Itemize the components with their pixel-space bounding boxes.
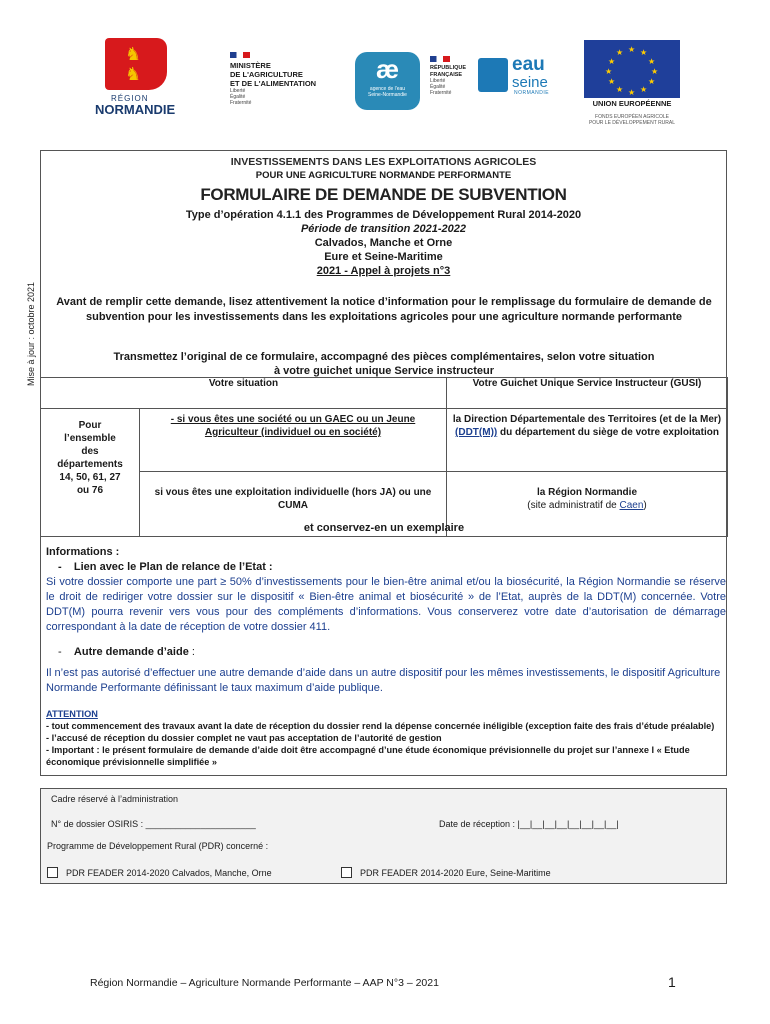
republique-francaise-logo: RÉPUBLIQUE FRANÇAISE Liberté Égalité Fraternité: [430, 56, 475, 106]
osiris-field[interactable]: N° de dossier OSIRIS : ______________________: [51, 819, 256, 829]
admin-title: Cadre réservé à l’administration: [51, 794, 179, 804]
footer-text: Région Normandie – Agriculture Normande Performante – AAP N°3 – 2021: [90, 977, 439, 989]
transmit-text: Transmettez l’original de ce formulaire, accompagné des pièces complémentaires, selon votre situation à votre guichet unique Service instructeur: [113, 351, 655, 377]
header-guichet: Votre Guichet Unique Service Instructeur (GUSI): [447, 378, 728, 409]
page-number: 1: [668, 974, 676, 990]
guichet-ddtm: la Direction Départementale des Territoires (et de la Mer) (DDT(M)) du département du siège de votre exploitation: [447, 409, 728, 472]
call-number: 2021 - Appel à projets n°3: [316, 265, 451, 277]
bullet-autre-aide: - Autre demande d’aide :: [58, 646, 195, 658]
pdr-option-calvados[interactable]: PDR FEADER 2014-2020 Calvados, Manche, Orne: [47, 867, 272, 878]
eu-flag-icon: ★ ★ ★ ★ ★ ★ ★ ★ ★ ★ ★ ★: [584, 40, 680, 98]
guichet-table: [40, 377, 728, 537]
form-title: FORMULAIRE DE DEMANDE DE SUBVENTION: [200, 185, 567, 204]
ministry-agriculture-logo: MINISTÈRE DE L'AGRICULTURE ET DE L'ALIMENTATION Liberté Égalité Fraternité: [230, 52, 345, 112]
title-line1: INVESTISSEMENTS DANS LES EXPLOITATIONS AGRICOLES: [230, 156, 537, 168]
informations-section: Informations : - Lien avec le Plan de relance de l’Etat : Si votre dossier comporte une part ≥ 50% d’investissements pour le bien-être animal et/ou la biosécurité, la Région Normandie se réserve le droit de rediriger votre dossier sur le dispositif « Bien-être animal et biosécurité » de l’Etat, auprès de la DDT(M) concernée. Votre DDT(M) pourra revenir vers vous pour des compléments d’informations. Vous conserverez votre date d’autorisation de démarrage correspondant à la date de réception de votre dossier 411. - Autre demande d’aide : Il n’est pas autorisé d’effectuer une autre demande d’aide dans un autre dispositif pour les mêmes investissements, le dispositif Agriculture Normande Performante définissant le taux maximum d’aide publique.: [46, 546, 726, 694]
update-note: Mise à jour : octobre 2021: [26, 281, 36, 386]
tricolor-icon: [430, 56, 450, 62]
guichet-region: la Région Normandie (site administratif de Caen): [447, 472, 728, 537]
plan-relance-text: Si votre dossier comporte une part ≥ 50% d’investissements pour le bien-être animal et/ou la biosécurité, la Région Normandie se réserve le droit de rediriger votre dossier sur le dispositif « Bien-être animal et biosécurité » de l’Etat, auprès de la DDT(M) concernée. Votre DDT(M) pourra revenir vers vous pour des compléments d’informations. Vous conserverez votre date d’autorisation de démarrage correspondant à la date de réception de votre dossier 411.: [46, 576, 726, 633]
wave-icon: [478, 58, 508, 92]
header-situation: Votre situation: [41, 378, 447, 409]
reception-date-field[interactable]: Date de réception : |__|__|__|__|__|__|__|__|: [439, 819, 619, 829]
region-normandie-logo: ♞ ♞ RÉGION NORMANDIE: [95, 38, 195, 118]
title-line2: POUR UNE AGRICULTURE NORMANDE PERFORMANTE: [255, 170, 512, 181]
checkbox-eure[interactable]: [341, 867, 352, 878]
bullet-plan-relance: - Lien avec le Plan de relance de l’Etat :: [58, 561, 273, 573]
title-details: Type d’opération 4.1.1 des Programmes de Développement Rural 2014-2020 Période de transition 2021-2022 Calvados, Manche et Orne Eure et Seine-Maritime 2021 - Appel à projets n°3: [40, 208, 727, 278]
pdr-option-eure[interactable]: PDR FEADER 2014-2020 Eure, Seine-Maritime: [341, 867, 551, 878]
situation-societe: - si vous êtes une société ou un GAEC ou un Jeune Agriculteur (individuel ou en société): [140, 409, 447, 472]
ddtm-link[interactable]: (DDT(M)): [455, 427, 498, 438]
eu-sublabel: FONDS EUROPÉEN AGRICOLE POUR LE DÉVELOPPEMENT RURAL: [588, 114, 676, 126]
tricolor-icon: [230, 52, 250, 58]
autre-aide-text: Il n’est pas autorisé d’effectuer une autre demande d’aide dans un autre dispositif pour les mêmes investissements, le dispositif Agriculture Normande Performante définissant le taux maximum d’aide publique.: [46, 667, 721, 694]
pdr-label: Programme de Développement Rural (PDR) concerné :: [47, 841, 269, 851]
intro-text: Avant de remplir cette demande, lisez attentivement la notice d’information pour le remplissage du formulaire de demande de subvention pour les investissements dans les exploitations agricoles pour une agriculture normande performante: [56, 296, 712, 323]
admin-box: [40, 788, 727, 884]
situation-individuelle: si vous êtes une exploitation individuelle (hors JA) ou une CUMA: [140, 472, 447, 537]
caen-link[interactable]: Caen: [619, 500, 644, 511]
keep-copy-text: et conservez-en un exemplaire: [303, 522, 465, 534]
eau-seine-normandie-logo: eau seine NORMANDIE: [478, 56, 558, 102]
departments-cell: Pour l’ensemble des départements 14, 50, 61, 27 ou 76: [41, 409, 140, 537]
attention-section: ATTENTION - tout commencement des travaux avant la date de réception du dossier rend la dépense concernée inéligible (exception faite des frais d’étude préalable) - l’accusé de réception du dossier complet ne vaut pas acceptation de l’autorité de gestion - Important : le présent formulaire de demande d’aide doit être accompagné d’une étude économique prévisionnelle du projet sur l’annexe I « Etude économique prévisionnelle simplifiée »: [46, 709, 715, 767]
agence-eau-logo: æ agence de l'eau Seine-Normandie: [355, 52, 420, 110]
region-flag-icon: ♞ ♞: [105, 38, 167, 90]
eu-label: UNION EUROPÉENNE: [592, 99, 672, 108]
checkbox-calvados[interactable]: [47, 867, 58, 878]
